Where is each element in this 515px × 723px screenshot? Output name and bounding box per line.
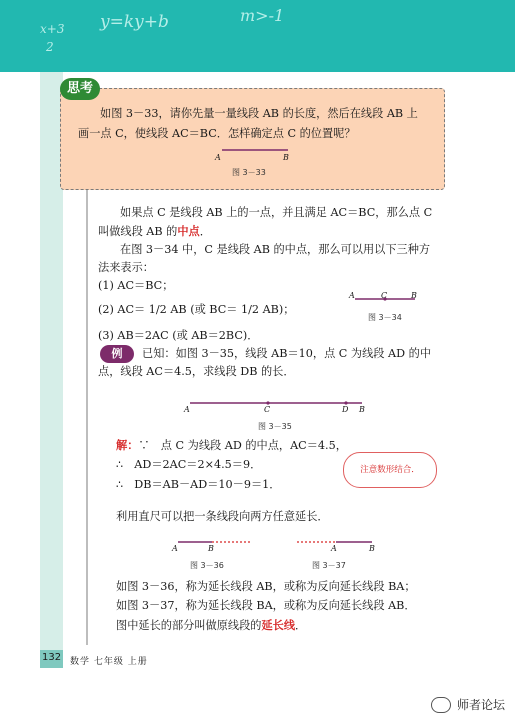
term-midpoint: 中点 xyxy=(177,224,200,238)
think-question: 如图 3－33，请你先量一量线段 AB 的长度，然后在线段 AB 上画一点 C，使线段 AC＝BC．怎样确定点 C 的位置呢？ xyxy=(78,107,418,140)
method-2: (2) AC＝ 1/2 AB (或 BC＝ 1/2 AB)； xyxy=(98,303,295,316)
figure-caption: 图 3－37 xyxy=(312,561,346,570)
header-formula: x+3 xyxy=(40,22,65,36)
solution-line-3: ∴ DB＝AB－AD＝10－9＝1． xyxy=(116,478,281,491)
header-formula: m>-1 xyxy=(240,6,285,25)
think-badge: 思考 xyxy=(60,78,100,100)
solution-text: ∵ 点 C 为线段 AD 的中点，AC＝4.5， xyxy=(138,439,347,452)
book-title: 数学 七年级 上册 xyxy=(70,657,148,667)
definition-text: 如果点 C 是线段 AB 上的一点，并且满足 AC＝BC，那么点 C 叫做线段 AB 的 xyxy=(98,206,433,238)
solution-line-2: ∴ AD＝2AC＝2×4.5＝9． xyxy=(116,458,262,471)
figure-caption: 图 3－33 xyxy=(232,168,266,177)
point-label-c: C xyxy=(264,405,271,414)
method-3: (3) AB＝2AC (或 AB＝2BC)． xyxy=(98,329,259,342)
point-label-a: A xyxy=(349,291,355,300)
punctuation: ． xyxy=(295,619,307,632)
tip-bubble: 注意数形结合． xyxy=(343,452,437,488)
example-badge: 例 xyxy=(100,345,134,363)
watermark xyxy=(431,696,505,713)
point-label-b: B xyxy=(208,544,214,553)
term-extension-line: 延长线 xyxy=(261,618,296,632)
punctuation: ． xyxy=(199,225,211,238)
header-formula: y=ky+b xyxy=(100,12,169,32)
point-label-c: C xyxy=(381,291,388,300)
wechat-icon xyxy=(431,697,451,713)
paragraph-text: 图中延长的部分叫做原线段的 xyxy=(116,619,262,632)
solution-label: 解： xyxy=(116,438,139,452)
point-label-b: B xyxy=(283,153,289,162)
point-label-a: A xyxy=(172,544,178,553)
point-label-b: B xyxy=(359,405,365,414)
point-label-a: A xyxy=(184,405,190,414)
point-label-a: A xyxy=(215,153,221,162)
page-number: 132 xyxy=(42,652,62,663)
paragraph: 在图 3－34 中，C 是线段 AB 的中点，那么可以用以下三种方法来表示： xyxy=(98,243,431,274)
figure-caption: 图 3－35 xyxy=(258,422,292,431)
point-label-a: A xyxy=(331,544,337,553)
example-text: 已知：如图 3－35，线段 AB＝10，点 C 为线段 AD 的中点，线段 AC＝4.5，求线段 DB 的长． xyxy=(98,347,432,378)
figure-caption: 图 3－34 xyxy=(368,313,402,322)
method-1: (1) AC＝BC； xyxy=(98,279,174,292)
point-label-b: B xyxy=(369,544,375,553)
paragraph: 利用直尺可以把一条线段向两方任意延长． xyxy=(116,510,329,523)
figure-caption: 图 3－36 xyxy=(190,561,224,570)
watermark-text: 师者论坛 xyxy=(456,698,505,712)
paragraph xyxy=(116,616,306,635)
point-label-b: B xyxy=(411,291,417,300)
paragraph: 如图 3－36，称为延长线段 AB，或称为反向延长线段 BA； xyxy=(116,580,416,593)
header-formula: 2 xyxy=(46,40,54,54)
point-label-d: D xyxy=(342,405,349,414)
paragraph: 如图 3－37，称为延长线段 BA，或称为反向延长线段 AB． xyxy=(116,599,416,612)
